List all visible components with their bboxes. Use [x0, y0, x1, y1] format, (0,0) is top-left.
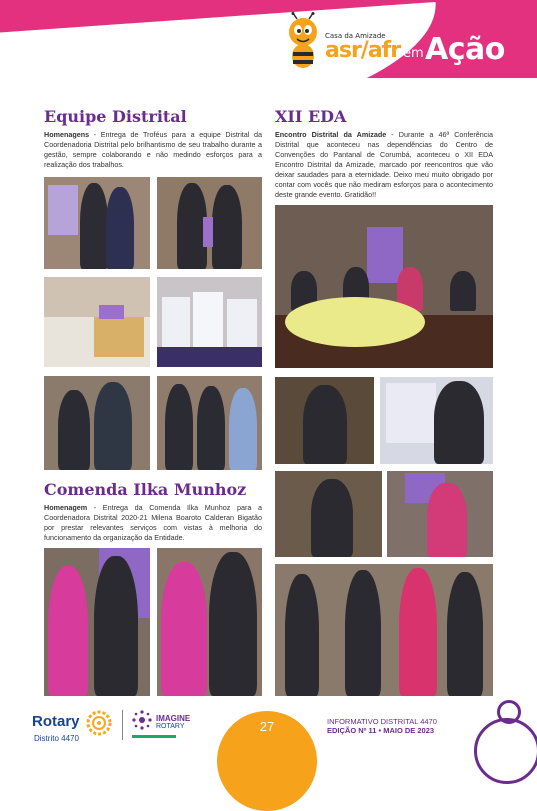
photo-comenda-2	[157, 548, 262, 696]
photo-seated-2	[387, 471, 493, 557]
photo-speaker-1	[275, 377, 374, 464]
photo-speaker-2	[380, 377, 493, 464]
brand-acao: Ação	[425, 32, 505, 67]
page-number: 27	[259, 719, 275, 734]
footer-divider	[122, 710, 123, 740]
publication-info	[327, 717, 437, 735]
imagine-rotary-label: ROTARY	[156, 723, 185, 730]
section-body	[44, 503, 262, 543]
brand-em: em	[403, 46, 424, 61]
section-title: Equipe Distrital	[44, 107, 187, 126]
rotary-wheel-icon	[86, 710, 112, 736]
photo-group-2	[157, 376, 262, 470]
body-text: - Entrega da Comenda Ilka Munhoz para a Coordenadora Distrital 2020-21 Milena Boaroto Calderan Bigatão por prestar relevantes serviços com vistas à melhoria do funcionamento da organização da Entidade.	[44, 503, 262, 542]
photo-group-final	[275, 564, 493, 696]
body-lead: Encontro Distrital da Amizade	[275, 130, 387, 139]
section-equipe-distrital	[44, 107, 262, 170]
photo-trophy-2	[157, 177, 262, 269]
body-lead: Homenagem	[44, 503, 88, 512]
photo-group-1	[44, 376, 150, 470]
decor-circle-2	[474, 718, 537, 784]
photo-comenda-1	[44, 548, 150, 696]
section-xii-eda	[275, 107, 493, 200]
publication-title: INFORMATIVO DISTRITAL 4470	[327, 717, 437, 726]
section-title: Comenda Ilka Munhoz	[44, 480, 247, 499]
body-lead: Homenagens	[44, 130, 90, 139]
section-body	[275, 130, 493, 200]
imagine-label: IMAGINE	[156, 714, 191, 723]
rotary-district: Distrito 4470	[34, 734, 79, 743]
section-body	[44, 130, 262, 170]
photo-trophies	[157, 277, 262, 367]
bee-mascot-icon	[283, 12, 323, 70]
publication-edition: EDIÇÃO Nº 11 • MAIO DE 2023	[327, 726, 435, 735]
imagine-stripe	[132, 735, 176, 738]
brand-asr: asr/afr	[325, 38, 401, 63]
photo-table	[44, 277, 150, 367]
photo-stage	[275, 205, 493, 368]
photo-trophy-1	[44, 177, 150, 269]
photo-seated-1	[275, 471, 382, 557]
section-title: XII EDA	[275, 107, 347, 126]
section-comenda	[44, 480, 262, 543]
rotary-wordmark: Rotary	[32, 713, 80, 730]
brand-subtitle: Casa da Amizade	[325, 32, 386, 40]
body-text: - Entrega de Troféus para a equipe Distrital da Coordenadoria Distrital pelo brilhantismo de seu trabalho durante a gestão, sempre colaborando e não medindo esforços para a realização dos trabalhos.	[44, 130, 262, 169]
body-text: - Durante a 46ª Conferência Distrital que aconteceu nas dependências do Centro de Convenções do Pantanal de Corumbá, aconteceu o XII EDA Encontro Distrital da Amizade, marcado por reencontros que vão deixar saudades para a eternidade. Deixo meu muito obrigado por contar com vocês que não mediram esforços para o acontecimento deste grande evento. Gratidão!!	[275, 130, 493, 199]
imagine-burst-icon	[132, 710, 152, 730]
